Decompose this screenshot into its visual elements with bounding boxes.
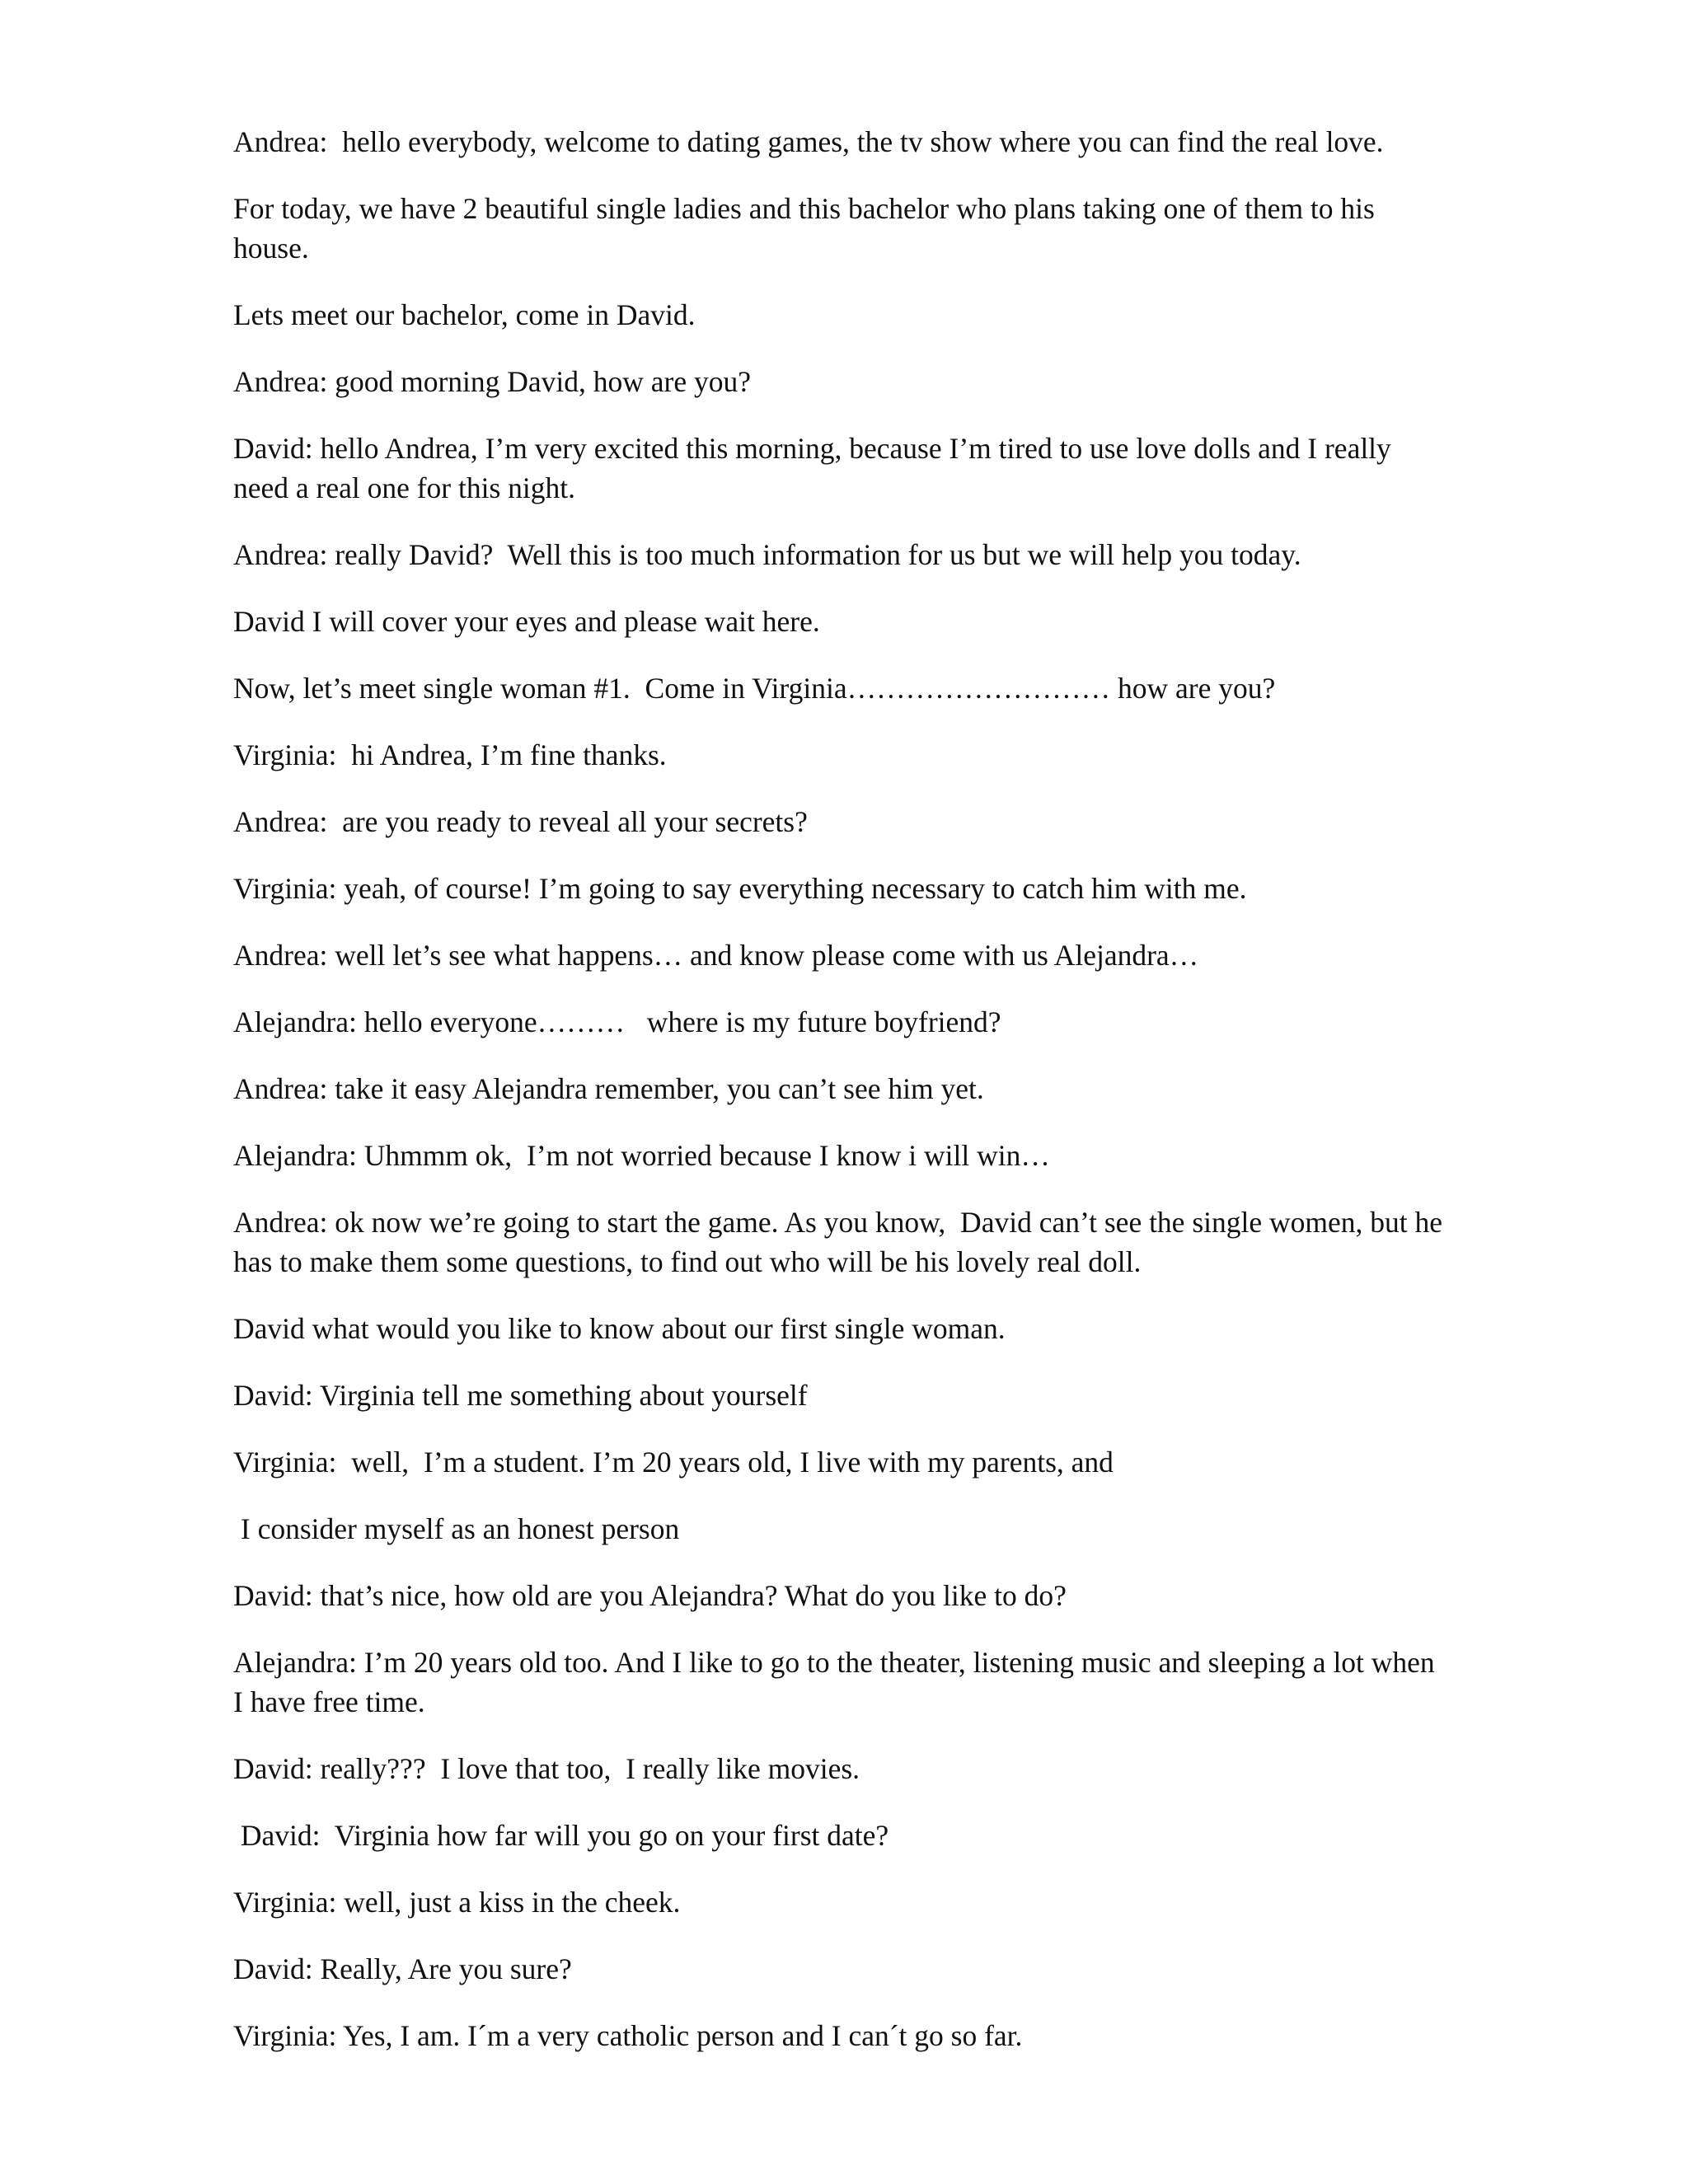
dialogue-line: Alejandra: I’m 20 years old too. And I like to go to the theater, listening music and sleeping a lot when I have free time. xyxy=(233,1646,1442,1718)
dialogue-line: Virginia: well, just a kiss in the cheek. xyxy=(233,1886,681,1919)
document-page xyxy=(233,122,1450,2083)
dialogue-line: Virginia: Yes, I am. I´m a very catholic person and I can´t go so far. xyxy=(233,2019,1023,2052)
dialogue-line: For today, we have 2 beautiful single ladies and this bachelor who plans taking one of them to his house. xyxy=(233,192,1382,265)
dialogue-line: David: really??? I love that too, I really like movies. xyxy=(233,1752,860,1785)
dialogue-line: David: Virginia tell me something about yourself xyxy=(233,1379,808,1412)
dialogue-line: David: that’s nice, how old are you Alejandra? What do you like to do? xyxy=(233,1579,1067,1612)
dialogue-line: Now, let’s meet single woman #1. Come in Virginia……………………… how are you? xyxy=(233,672,1276,705)
dialogue-line: David: Really, Are you sure? xyxy=(233,1952,572,1985)
dialogue-line: Andrea: take it easy Alejandra remember, you can’t see him yet. xyxy=(233,1072,984,1105)
dialogue-line: Alejandra: hello everyone……… where is my future boyfriend? xyxy=(233,1005,1001,1038)
dialogue-line: Andrea: really David? Well this is too much information for us but we will help you today. xyxy=(233,538,1301,571)
dialogue-line: David I will cover your eyes and please wait here. xyxy=(233,605,820,638)
dialogue-line: Andrea: ok now we’re going to start the game. As you know, David can’t see the single women, but he has to make them some questions, to find out who will be his lovely real doll. xyxy=(233,1206,1450,1278)
dialogue-line: Virginia: hi Andrea, I’m fine thanks. xyxy=(233,738,667,771)
dialogue-line: David what would you like to know about our first single woman. xyxy=(233,1312,1006,1345)
dialogue-line: Andrea: hello everybody, welcome to dating games, the tv show where you can find the real love. xyxy=(233,125,1384,158)
dialogue-line: Virginia: well, I’m a student. I’m 20 years old, I live with my parents, and xyxy=(233,1446,1114,1479)
dialogue-line: David: Virginia how far will you go on your first date? xyxy=(233,1819,889,1852)
dialogue-line: Virginia: yeah, of course! I’m going to say everything necessary to catch him with me. xyxy=(233,872,1247,905)
dialogue-line: Andrea: well let’s see what happens… and know please come with us Alejandra… xyxy=(233,939,1199,972)
dialogue-line: David: hello Andrea, I’m very excited this morning, because I’m tired to use love dolls and I really need a real one for this night. xyxy=(233,432,1399,504)
dialogue-line: Lets meet our bachelor, come in David. xyxy=(233,298,696,331)
dialogue-line: I consider myself as an honest person xyxy=(233,1512,680,1545)
dialogue-line: Andrea: good morning David, how are you? xyxy=(233,365,751,398)
dialogue-line: Andrea: are you ready to reveal all your secrets? xyxy=(233,805,808,838)
dialogue-line: Alejandra: Uhmmm ok, I’m not worried because I know i will win… xyxy=(233,1139,1050,1172)
